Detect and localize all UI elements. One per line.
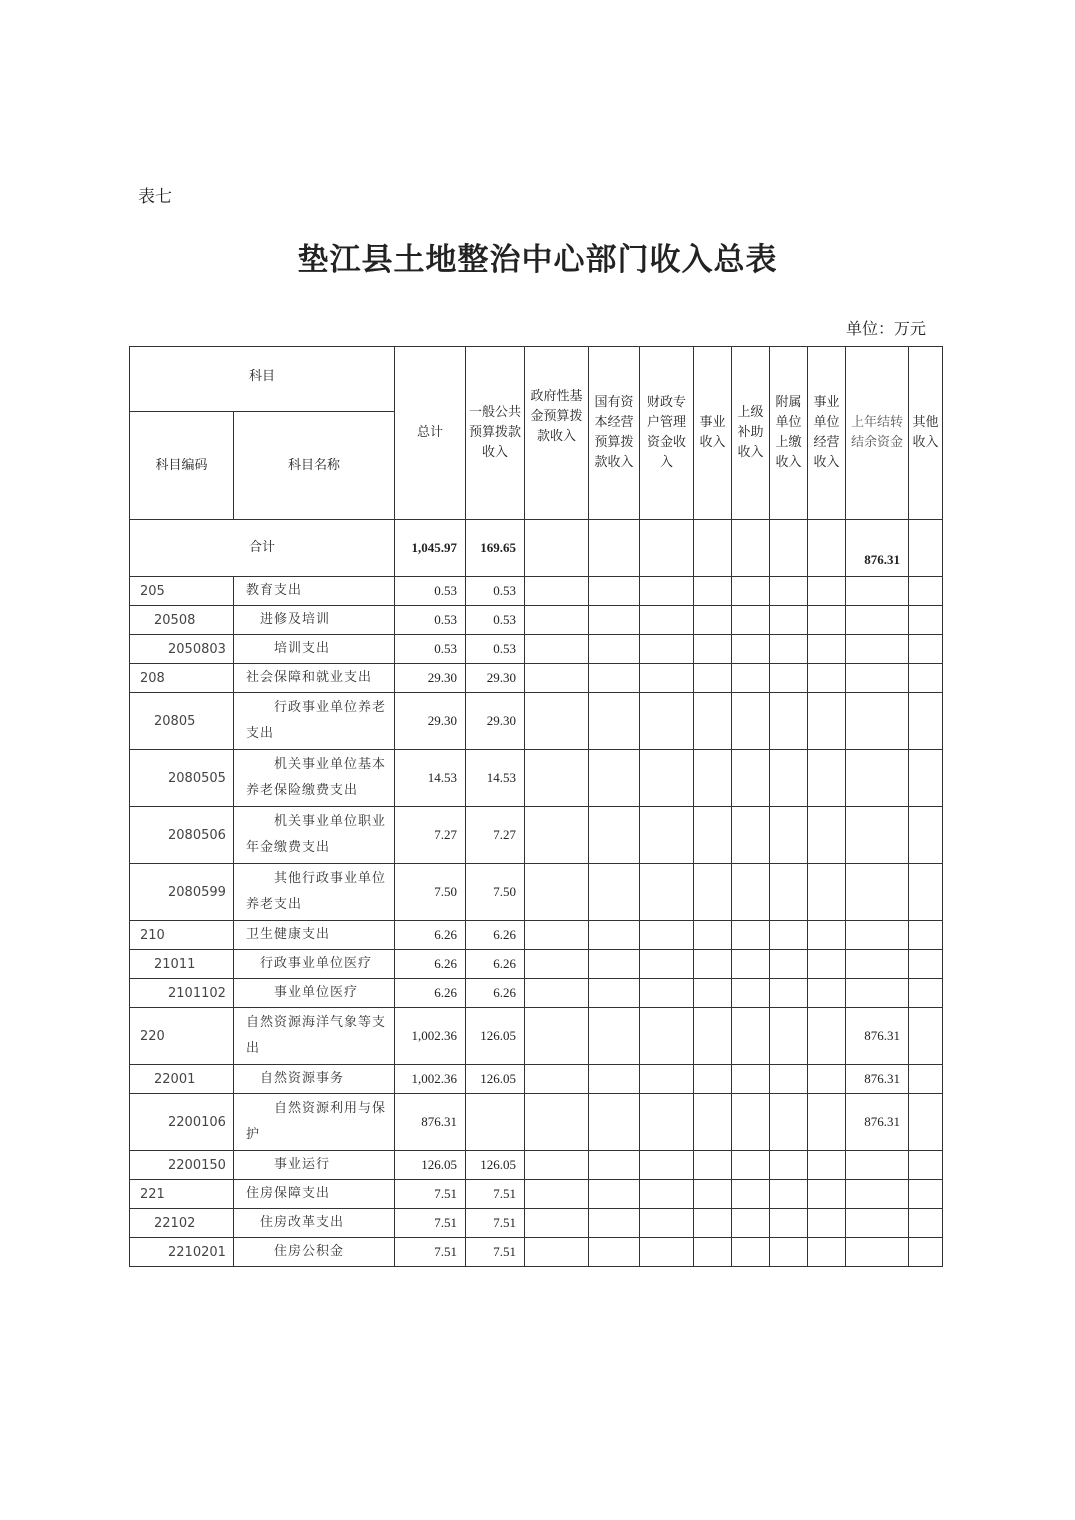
- header-special: 财政专户管理资金收入: [640, 347, 694, 520]
- table-row: [130, 1238, 943, 1267]
- row-total: 1,002.36: [395, 1008, 466, 1065]
- row-name: 教育支出: [234, 577, 395, 606]
- row-carryover: [846, 1180, 909, 1209]
- row-carryover: [846, 1151, 909, 1180]
- row-carryover: [846, 864, 909, 921]
- row-total: 7.50: [395, 864, 466, 921]
- row-general: 126.05: [466, 1008, 525, 1065]
- row-total: 0.53: [395, 606, 466, 635]
- table-row: [130, 921, 943, 950]
- row-total: 6.26: [395, 950, 466, 979]
- row-general: 14.53: [466, 750, 525, 807]
- income-table: [129, 346, 943, 1267]
- header-general: 一般公共预算拨款收入: [466, 347, 525, 520]
- row-code: 2080505: [130, 750, 234, 807]
- row-code: 22102: [130, 1209, 234, 1238]
- row-name: 进修及培训: [234, 606, 395, 635]
- row-code: 210: [130, 921, 234, 950]
- row-code: 221: [130, 1180, 234, 1209]
- row-name: 社会保障和就业支出: [234, 664, 395, 693]
- header-affiliated: 附属单位上缴收入: [770, 347, 808, 520]
- row-carryover: [846, 921, 909, 950]
- row-general: 29.30: [466, 693, 525, 750]
- row-total: 1,002.36: [395, 1065, 466, 1094]
- header-state-capital: 国有资本经营预算拨款收入: [589, 347, 640, 520]
- table-row: [130, 693, 943, 750]
- row-code: 205: [130, 577, 234, 606]
- row-name: 培训支出: [234, 635, 395, 664]
- header-operating: 事业单位经营收入: [808, 347, 846, 520]
- row-general: 0.53: [466, 577, 525, 606]
- table-row: [130, 750, 943, 807]
- row-general: 7.50: [466, 864, 525, 921]
- row-carryover: [846, 979, 909, 1008]
- table-row: [130, 606, 943, 635]
- row-code: 2050803: [130, 635, 234, 664]
- row-general: 126.05: [466, 1151, 525, 1180]
- row-general: 6.26: [466, 921, 525, 950]
- row-total: 7.51: [395, 1238, 466, 1267]
- row-carryover: [846, 606, 909, 635]
- row-general: 7.51: [466, 1238, 525, 1267]
- row-general: 29.30: [466, 664, 525, 693]
- table-row: [130, 1209, 943, 1238]
- row-total: 876.31: [395, 1094, 466, 1151]
- row-name: 事业运行: [234, 1151, 395, 1180]
- row-name: 自然资源事务: [234, 1065, 395, 1094]
- unit-label: 单位：万元: [846, 319, 927, 338]
- doc-label: 表七: [138, 187, 172, 207]
- header-superior: 上级补助收入: [732, 347, 770, 520]
- row-name: 卫生健康支出: [234, 921, 395, 950]
- row-carryover: 876.31: [846, 1008, 909, 1065]
- table-row: [130, 864, 943, 921]
- row-carryover: 876.31: [846, 1094, 909, 1151]
- header-business: 事业收入: [694, 347, 732, 520]
- row-name: 行政事业单位养老支出: [234, 693, 395, 750]
- row-code: 2101102: [130, 979, 234, 1008]
- row-total: 29.30: [395, 664, 466, 693]
- table-row: [130, 1065, 943, 1094]
- header-carryover: 上年结转结余资金: [846, 347, 909, 520]
- row-total: 7.51: [395, 1209, 466, 1238]
- header-name: 科目名称: [234, 412, 395, 520]
- row-carryover: [846, 807, 909, 864]
- row-total: 6.26: [395, 921, 466, 950]
- row-total: 7.27: [395, 807, 466, 864]
- table-row: [130, 577, 943, 606]
- row-name: 事业单位医疗: [234, 979, 395, 1008]
- table-row: [130, 1180, 943, 1209]
- row-total: 29.30: [395, 693, 466, 750]
- table-row: [130, 1151, 943, 1180]
- row-code: 20508: [130, 606, 234, 635]
- header-total: 总计: [395, 347, 466, 520]
- row-carryover: [846, 1209, 909, 1238]
- row-name: 行政事业单位医疗: [234, 950, 395, 979]
- row-code: 2210201: [130, 1238, 234, 1267]
- row-name: 自然资源利用与保护: [234, 1094, 395, 1151]
- row-code: 2080506: [130, 807, 234, 864]
- row-name: 机关事业单位职业年金缴费支出: [234, 807, 395, 864]
- total-total: 1,045.97: [395, 520, 466, 577]
- row-code: 2200106: [130, 1094, 234, 1151]
- row-code: 21011: [130, 950, 234, 979]
- row-total: 7.51: [395, 1180, 466, 1209]
- table-row: [130, 664, 943, 693]
- table-row: [130, 807, 943, 864]
- row-name: 住房改革支出: [234, 1209, 395, 1238]
- row-general: 7.51: [466, 1180, 525, 1209]
- row-code: 20805: [130, 693, 234, 750]
- row-general: 0.53: [466, 606, 525, 635]
- row-general: 7.27: [466, 807, 525, 864]
- page-title: 垫江县土地整治中心部门收入总表: [297, 242, 778, 278]
- row-general: 0.53: [466, 635, 525, 664]
- header-code: 科目编码: [130, 412, 234, 520]
- row-total: 126.05: [395, 1151, 466, 1180]
- row-code: 208: [130, 664, 234, 693]
- header-fund: 政府性基金预算拨款收入: [525, 347, 589, 520]
- row-carryover: 876.31: [846, 1065, 909, 1094]
- row-total: 0.53: [395, 577, 466, 606]
- row-code: 2080599: [130, 864, 234, 921]
- row-name: 住房公积金: [234, 1238, 395, 1267]
- row-general: 7.51: [466, 1209, 525, 1238]
- row-carryover: [846, 635, 909, 664]
- row-code: 2200150: [130, 1151, 234, 1180]
- row-code: 22001: [130, 1065, 234, 1094]
- row-general: 6.26: [466, 950, 525, 979]
- table-row: [130, 1008, 943, 1065]
- row-general: [466, 1094, 525, 1151]
- row-carryover: [846, 577, 909, 606]
- row-total: 14.53: [395, 750, 466, 807]
- table-row: [130, 1094, 943, 1151]
- row-name: 其他行政事业单位养老支出: [234, 864, 395, 921]
- total-general: 169.65: [466, 520, 525, 577]
- row-general: 126.05: [466, 1065, 525, 1094]
- row-name: 机关事业单位基本养老保险缴费支出: [234, 750, 395, 807]
- total-row: [130, 520, 943, 577]
- row-carryover: [846, 664, 909, 693]
- row-carryover: [846, 750, 909, 807]
- table-row: [130, 635, 943, 664]
- row-general: 6.26: [466, 979, 525, 1008]
- header-other: 其他收入: [909, 347, 943, 520]
- row-name: 住房保障支出: [234, 1180, 395, 1209]
- table-row: [130, 979, 943, 1008]
- header-subject: 科目: [130, 347, 395, 412]
- total-carryover: 876.31: [846, 520, 909, 577]
- row-carryover: [846, 693, 909, 750]
- row-carryover: [846, 950, 909, 979]
- row-total: 0.53: [395, 635, 466, 664]
- row-code: 220: [130, 1008, 234, 1065]
- row-name: 自然资源海洋气象等支出: [234, 1008, 395, 1065]
- row-total: 6.26: [395, 979, 466, 1008]
- table-row: [130, 950, 943, 979]
- row-carryover: [846, 1238, 909, 1267]
- total-label: 合计: [130, 520, 395, 577]
